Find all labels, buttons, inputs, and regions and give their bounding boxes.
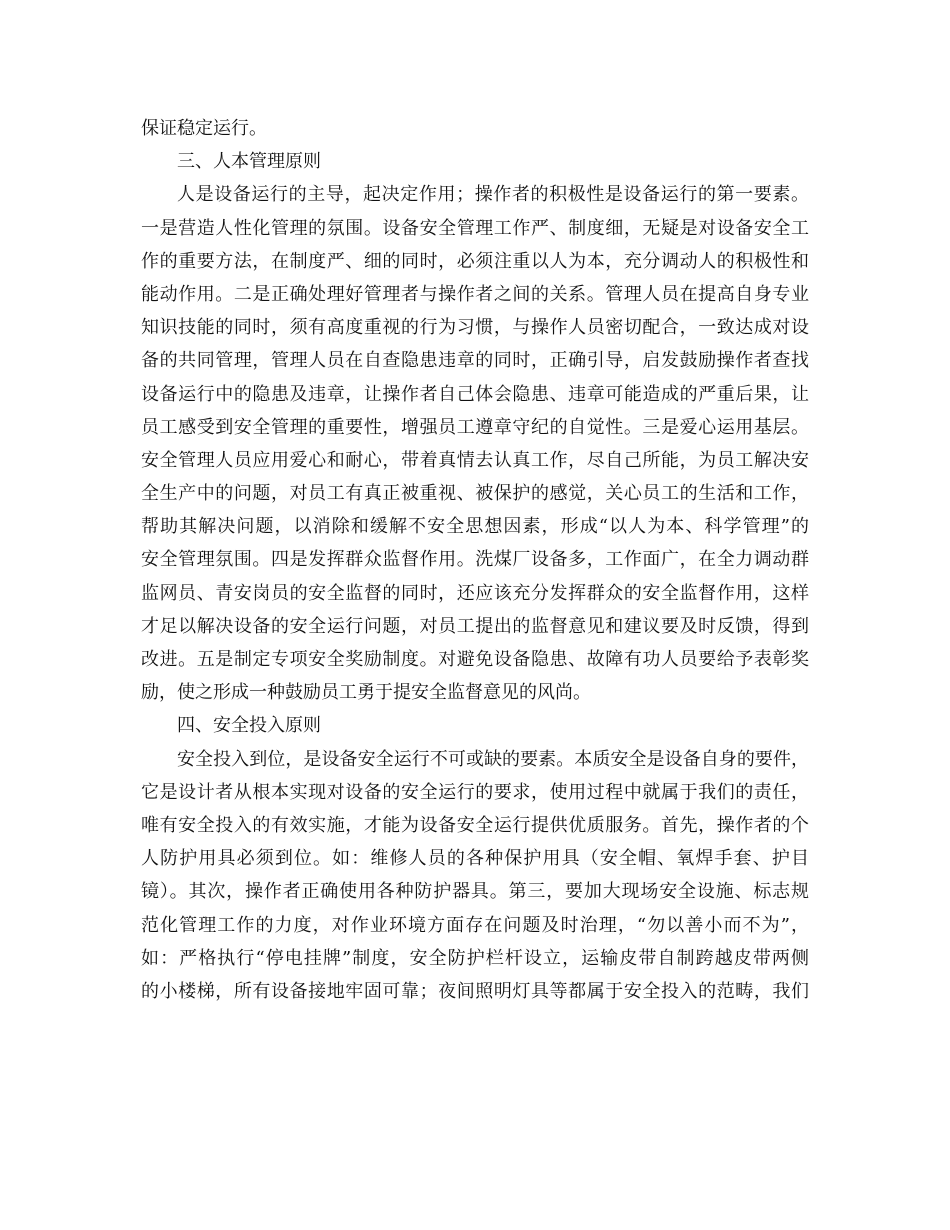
text-line: 备的共同管理，管理人员在自查隐患违章的同时，正确引导，启发鼓励操作者查找 [141,350,809,372]
text-line: 安全管理人员应用爱心和耐心，带着真情去认真工作，尽自己所能，为员工解决安 [141,449,809,471]
section-heading: 四、安全投入原则 [177,715,321,737]
text-line: 安全投入到位，是设备安全运行不可或缺的要素。本质安全是设备自身的要件， [177,748,809,770]
text-line: 保证稳定运行。 [141,118,267,139]
document-body [141,112,809,1008]
text-line: 一是营造人性化管理的氛围。设备安全管理工作严、制度细，无疑是对设备安全工 [141,217,809,239]
text-line: 安全管理氛围。四是发挥群众监督作用。洗煤厂设备多，工作面广，在全力调动群 [141,549,809,571]
text-line: 人防护用具必须到位。如：维修人员的各种保护用具（安全帽、氧焊手套、护目 [141,848,809,870]
text-line: 员工感受到安全管理的重要性，增强员工遵章守纪的自觉性。三是爱心运用基层。 [141,416,809,438]
text-line: 设备运行中的隐患及违章，让操作者自己体会隐患、违章可能造成的严重后果，让 [141,383,809,405]
text-line: 作的重要方法，在制度严、细的同时，必须注重以人为本，充分调动人的积极性和 [141,250,809,272]
text-line: 监网员、青安岗员的安全监督的同时，还应该充分发挥群众的安全监督作用，这样 [141,582,809,604]
text-line: 唯有安全投入的有效实施，才能为设备安全运行提供优质服务。首先，操作者的个 [141,814,809,836]
text-line: 人是设备运行的主导，起决定作用；操作者的积极性是设备运行的第一要素。 [177,184,809,206]
text-line: 范化管理工作的力度，对作业环境方面存在问题及时治理，“勿以善小而不为”， [141,914,809,936]
text-line: 镜）。其次，操作者正确使用各种防护器具。第三，要加大现场安全设施、标志规 [141,881,809,903]
text-line: 如：严格执行“停电挂牌”制度，安全防护栏杆设立，运输皮带自制跨越皮带两侧 [141,947,809,969]
text-line: 全生产中的问题，对员工有真正被重视、被保护的感觉，关心员工的生活和工作， [141,483,809,505]
text-line: 它是设计者从根本实现对设备的安全运行的要求，使用过程中就属于我们的责任， [141,781,809,803]
section-heading: 三、人本管理原则 [177,151,321,173]
text-line: 知识技能的同时，须有高度重视的行为习惯，与操作人员密切配合，一致达成对设 [141,317,809,339]
text-line: 才足以解决设备的安全运行问题，对员工提出的监督意见和建议要及时反馈，得到 [141,615,809,637]
text-line: 的小楼梯，所有设备接地牢固可靠；夜间照明灯具等都属于安全投入的范畴，我们 [141,980,809,1002]
text-line: 能动作用。二是正确处理好管理者与操作者之间的关系。管理人员在提高自身专业 [141,283,809,305]
text-line: 励，使之形成一种鼓励员工勇于提安全监督意见的风尚。 [141,682,591,704]
text-line: 改进。五是制定专项安全奖励制度。对避免设备隐患、故障有功人员要给予表彰奖 [141,649,809,670]
text-line: 帮助其解决问题，以消除和缓解不安全思想因素，形成“以人为本、科学管理”的 [141,516,809,538]
